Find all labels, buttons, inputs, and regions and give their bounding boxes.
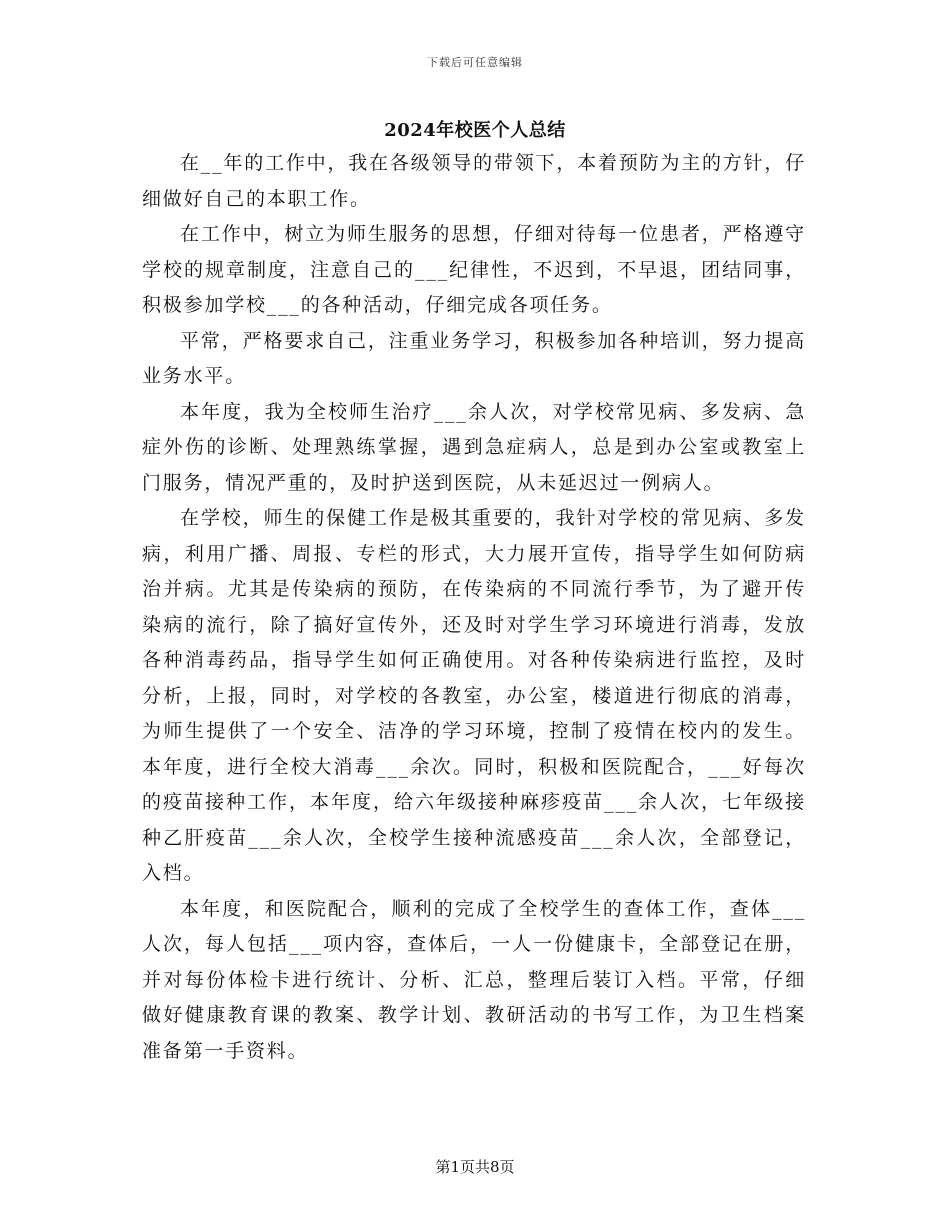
page-number: 第1页共8页: [435, 1158, 515, 1176]
paragraph: 在__年的工作中，我在各级领导的带领下，本着预防为主的方针，仔细做好自己的本职工作。: [142, 152, 806, 210]
document-body: [142, 146, 806, 1069]
paragraph: 本年度，和医院配合，顺利的完成了全校学生的查体工作，查体___人次，每人包括___项内容，查体后，一人一份健康卡，全部登记在册，并对每份体检卡进行统计、分析、汇总，整理后装订入档。平常，仔细做好健康教育课的教案、教学计划、教研活动的书写工作，为卫生档案准备第一手资料。: [142, 897, 806, 1062]
paragraph: 平常，严格要求自己，注重业务学习，积极参加各种培训，努力提高业务水平。: [142, 329, 806, 387]
paragraph: 本年度，我为全校师生治疗___余人次，对学校常见病、多发病、急症外伤的诊断、处理熟练掌握，遇到急症病人，总是到办公室或教室上门服务，情况严重的，及时护送到医院，从未延迟过一例病人。: [142, 400, 806, 494]
paragraph: 在工作中，树立为师生服务的思想，仔细对待每一位患者，严格遵守学校的规章制度，注意自己的___纪律性，不迟到，不早退，团结同事，积极参加学校___的各种活动，仔细完成各项任务。: [142, 223, 806, 316]
header-note: 下载后可任意编辑: [427, 56, 523, 69]
paragraph: 在学校，师生的保健工作是极其重要的，我针对学校的常见病、多发病，利用广播、周报、专栏的形式，大力展开宣传，指导学生如何防病治并病。尤其是传染病的预防，在传染病的不同流行季节，为了避开传染病的流行，除了搞好宣传外，还及时对学生学习环境进行消毒，发放各种消毒药品，指导学生如何正确使用。对各种传染病进行监控，及时分析，上报，同时，对学校的各教室，办公室，楼道进行彻底的消毒，为师生提供了一个安全、洁净的学习环境，控制了疫情在校内的发生。本年度，进行全校大消毒___余次。同时，积极和医院配合，___好每次的疫苗接种工作，本年度，给六年级接种麻疹疫苗___余人次，七年级接种乙肝疫苗___余人次，全校学生接种流感疫苗___余人次，全部登记，入档。: [142, 507, 806, 884]
document-title: 2024年校医个人总结: [384, 120, 566, 141]
